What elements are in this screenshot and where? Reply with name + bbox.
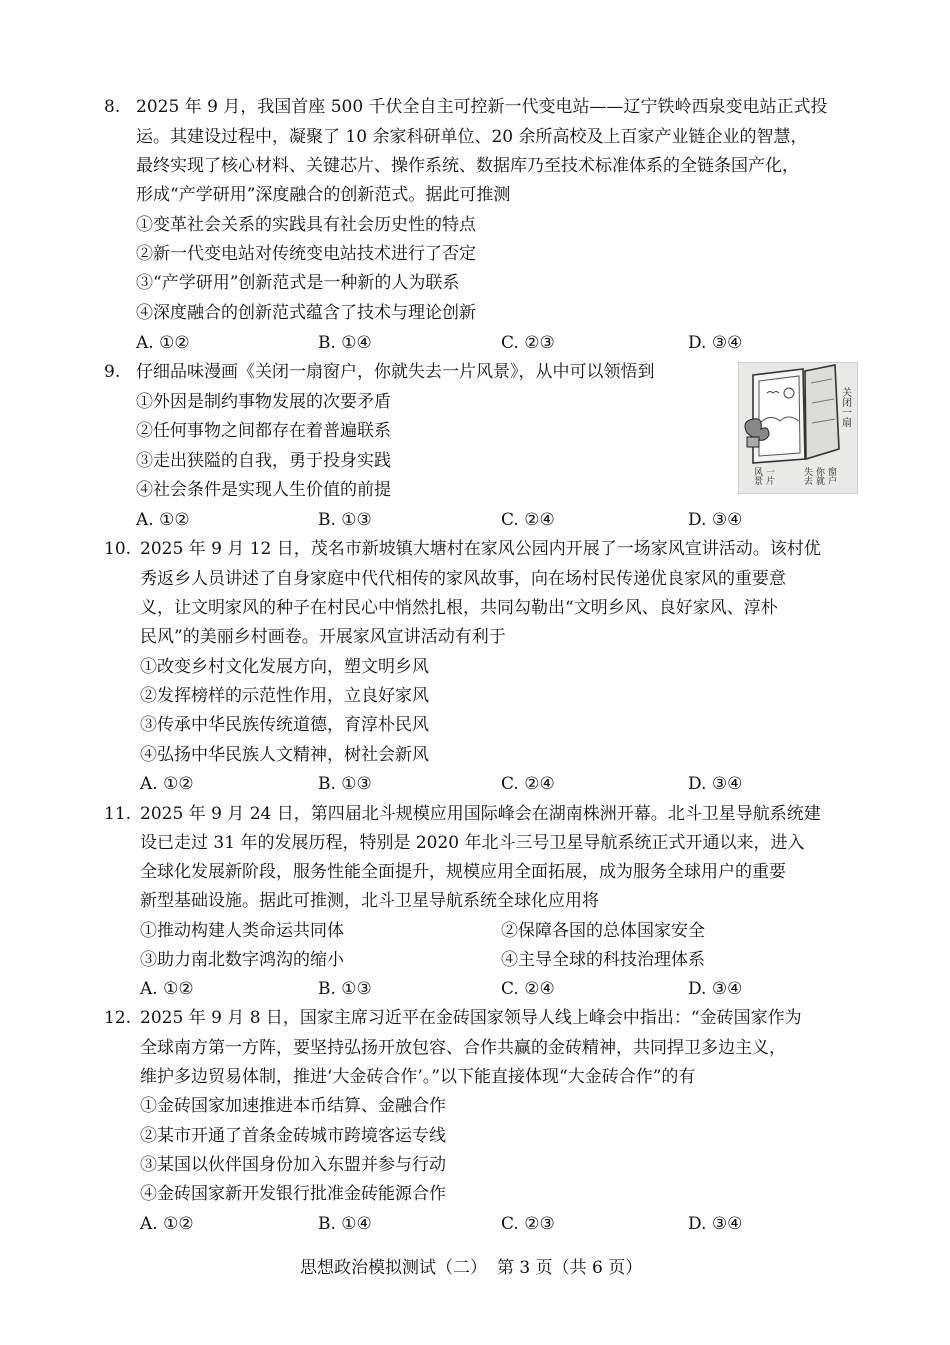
statement: ③走出狭隘的自我，勇于投身实践 xyxy=(136,451,391,471)
question-number: 8. xyxy=(104,97,121,117)
statement: ①外因是制约事物发展的次要矛盾 xyxy=(136,392,391,412)
question-number: 10. xyxy=(104,539,132,559)
question-stem-line: 2025 年 9 月 24 日，第四届北斗规模应用国际峰会在湖南株洲开幕。北斗卫星导航系统建 xyxy=(140,804,821,824)
question-number: 12. xyxy=(104,1008,132,1028)
footer-subject: 思想政治模拟测试（二） xyxy=(300,1258,487,1278)
statement: ③“产学研用”创新范式是一种新的人为联系 xyxy=(136,273,460,293)
question-number: 11. xyxy=(104,804,132,824)
statement: ②新一代变电站对传统变电站技术进行了否定 xyxy=(136,244,476,264)
statement: ④深度融合的创新范式蕴含了技术与理论创新 xyxy=(136,303,476,323)
question-stem-line: 新型基础设施。据此可推测，北斗卫星导航系统全球化应用将 xyxy=(140,891,599,911)
option-a: A. ①② xyxy=(140,1214,194,1234)
question-stem-line: 设已走过 31 年的发展历程，特别是 2020 年北斗三号卫星导航系统正式开通以来，进入 xyxy=(140,833,805,853)
statement: ①金砖国家加速推进本币结算、金融合作 xyxy=(140,1096,446,1116)
question-stem-line: 运。其建设过程中，凝聚了 10 余家科研单位、20 余所高校及上百家产业链企业的智慧， xyxy=(136,127,808,147)
option-c: C. ②④ xyxy=(501,979,555,999)
option-c: C. ②③ xyxy=(501,333,555,353)
statement: ③助力南北数字鸿沟的缩小 xyxy=(140,950,344,970)
option-b: B. ①④ xyxy=(318,1214,372,1234)
option-b: B. ①③ xyxy=(318,774,372,794)
question-stem-line: 维护多边贸易体制，推进‘大金砖合作’。”以下能直接体现“大金砖合作”的有 xyxy=(140,1067,696,1087)
option-c: C. ②④ xyxy=(501,510,555,530)
cartoon-caption: 关闭一扇 xyxy=(839,387,851,427)
statement: ②任何事物之间都存在着普遍联系 xyxy=(136,421,391,441)
option-d: D. ③④ xyxy=(688,333,743,353)
cartoon-caption: 一片 xyxy=(764,467,774,485)
window-cartoon-drawing xyxy=(739,363,857,493)
option-d: D. ③④ xyxy=(688,510,743,530)
cartoon-caption: 窗户 xyxy=(826,467,836,485)
statement: ①改变乡村文化发展方向，塑文明乡风 xyxy=(140,657,429,677)
option-c: C. ②④ xyxy=(501,774,555,794)
option-a: A. ①② xyxy=(136,510,190,530)
statement: ④金砖国家新开发银行批准金砖能源合作 xyxy=(140,1184,446,1204)
cartoon-caption: 你就 xyxy=(814,467,824,485)
statement: ①变革社会关系的实践具有社会历史性的特点 xyxy=(136,215,476,235)
cartoon-caption: 失去 xyxy=(802,467,812,485)
question-stem-line: 仔细品味漫画《关闭一扇窗户，你就失去一片风景》，从中可以领悟到 xyxy=(136,362,655,382)
question-stem-line: 秀返乡人员讲述了自身家庭中代代相传的家风故事，向在场村民传递优良家风的重要意 xyxy=(140,569,786,589)
option-b: B. ①④ xyxy=(318,333,372,353)
footer-page-number: 第 3 页（共 6 页） xyxy=(497,1258,643,1278)
statement: ④主导全球的科技治理体系 xyxy=(501,950,705,970)
statement: ②发挥榜样的示范性作用，立良好家风 xyxy=(140,686,429,706)
statement: ④社会条件是实现人生价值的前提 xyxy=(136,480,391,500)
question-stem-line: 2025 年 9 月 12 日，茂名市新坡镇大塘村在家风公园内开展了一场家风宣讲活动。该村优 xyxy=(140,539,821,559)
option-d: D. ③④ xyxy=(688,1214,743,1234)
statement: ②保障各国的总体国家安全 xyxy=(501,921,705,941)
option-b: B. ①③ xyxy=(318,510,372,530)
option-a: A. ①② xyxy=(136,333,190,353)
question-stem-line: 义，让文明家风的种子在村民心中悄然扎根，共同勾勒出“文明乡风、良好家风、淳朴 xyxy=(140,598,778,618)
option-b: B. ①③ xyxy=(318,979,372,999)
statement: ④弘扬中华民族人文精神，树社会新风 xyxy=(140,745,429,765)
option-d: D. ③④ xyxy=(688,774,743,794)
cartoon-caption: 风景 xyxy=(752,467,762,485)
question-stem-line: 全球化发展新阶段，服务性能全面提升，规模应用全面拓展，成为服务全球用户的重要 xyxy=(140,862,786,882)
option-a: A. ①② xyxy=(140,979,194,999)
option-a: A. ①② xyxy=(140,774,194,794)
question-stem-line: 民风”的美丽乡村画卷。开展家风宣讲活动有利于 xyxy=(140,627,506,647)
question-stem-line: 2025 年 9 月，我国首座 500 千伏全自主可控新一代变电站——辽宁铁岭西泉变电站正式投 xyxy=(136,97,828,117)
statement: ③传承中华民族传统道德，育淳朴民风 xyxy=(140,715,429,735)
option-d: D. ③④ xyxy=(688,979,743,999)
question-stem-line: 最终实现了核心材料、关键芯片、操作系统、数据库乃至技术标准体系的全链条国产化， xyxy=(136,156,799,176)
question-number: 9. xyxy=(104,362,121,382)
window-cartoon xyxy=(738,362,858,494)
question-stem-line: 2025 年 9 月 8 日，国家主席习近平在金砖国家领导人线上峰会中指出：“金砖国家作为 xyxy=(140,1008,802,1028)
question-stem-line: 形成“产学研用”深度融合的创新范式。据此可推测 xyxy=(136,185,511,205)
question-stem-line: 全球南方第一方阵，要坚持弘扬开放包容、合作共赢的金砖精神，共同捍卫多边主义， xyxy=(140,1038,786,1058)
statement: ③某国以伙伴国身份加入东盟并参与行动 xyxy=(140,1155,446,1175)
statement: ②某市开通了首条金砖城市跨境客运专线 xyxy=(140,1126,446,1146)
option-c: C. ②③ xyxy=(501,1214,555,1234)
statement: ①推动构建人类命运共同体 xyxy=(140,921,344,941)
